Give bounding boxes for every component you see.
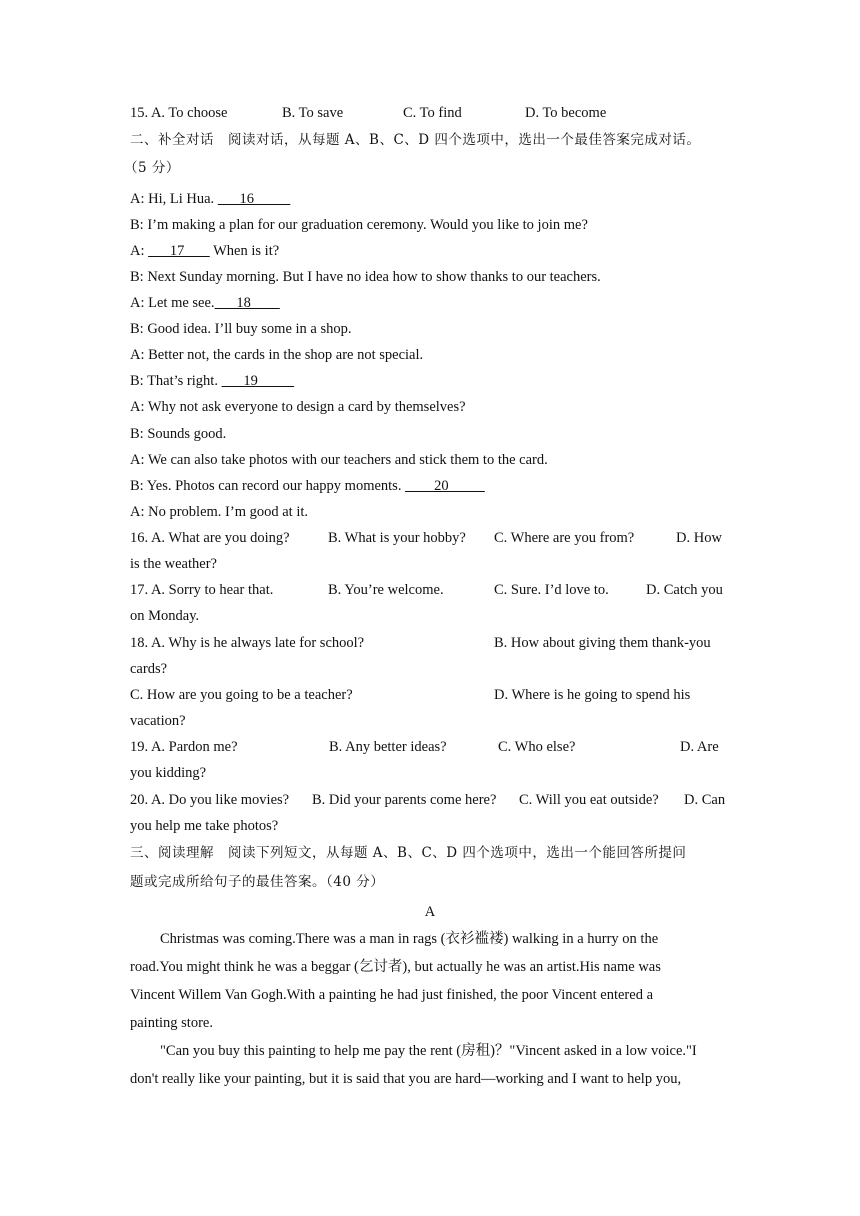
q20-option-d-cont: you help me take photos? bbox=[130, 818, 279, 834]
dialogue-line-7: A: Better not, the cards in the shop are not special. bbox=[130, 347, 424, 363]
dialogue-text: A: Let me see. bbox=[130, 295, 215, 311]
q17-option-c: C. Sure. I’d love to. bbox=[494, 582, 609, 598]
section2-score: （5 分） bbox=[124, 160, 180, 176]
q16-option-a: 16. A. What are you doing? bbox=[130, 530, 290, 546]
blank-17: 17 bbox=[148, 243, 210, 259]
q16-option-b: B. What is your hobby? bbox=[328, 530, 466, 546]
q18-option-d-cont: vacation? bbox=[130, 713, 186, 729]
passage-line: don't really like your painting, but it is said that you are hard—working and I want to help you, bbox=[130, 1071, 682, 1087]
dialogue-line-10: B: Sounds good. bbox=[130, 426, 227, 442]
dialogue-line-4: B: Next Sunday morning. But I have no idea how to show thanks to our teachers. bbox=[130, 269, 601, 285]
blank-20: 20 bbox=[405, 478, 485, 494]
q18-option-b-cont: cards? bbox=[130, 661, 168, 677]
blank-18: 18 bbox=[214, 295, 280, 311]
dialogue-line-6: B: Good idea. I’ll buy some in a shop. bbox=[130, 321, 352, 337]
q15-option-c: C. To find bbox=[403, 105, 462, 121]
q20-option-d: D. Can bbox=[684, 792, 726, 808]
passage-line: "Can you buy this painting to help me pay the rent (房租)？"Vincent asked in a low voice."I bbox=[160, 1043, 697, 1059]
passage-label: A bbox=[424, 904, 436, 920]
dialogue-line-1 bbox=[130, 190, 290, 208]
dialogue-line-9: A: Why not ask everyone to design a card by themselves? bbox=[130, 399, 466, 415]
section2-title: 二、补全对话 阅读对话，从每题 A、B、C、D 四个选项中，选出一个最佳答案完成对话。 bbox=[130, 132, 701, 148]
blank-19: 19 bbox=[221, 373, 295, 389]
q16-option-d: D. How bbox=[676, 530, 722, 546]
dialogue-line-8 bbox=[130, 372, 294, 390]
dialogue-line-3 bbox=[130, 242, 279, 260]
q18-option-b: B. How about giving them thank-you bbox=[494, 635, 711, 651]
dialogue-line-11: A: We can also take photos with our teachers and stick them to the card. bbox=[130, 452, 548, 468]
dialogue-text: B: Yes. Photos can record our happy moments. bbox=[130, 478, 402, 494]
dialogue-text: When is it? bbox=[213, 243, 280, 259]
q20-option-c: C. Will you eat outside? bbox=[519, 792, 659, 808]
q20-option-b: B. Did your parents come here? bbox=[312, 792, 497, 808]
q19-option-c: C. Who else? bbox=[498, 739, 576, 755]
dialogue-text: A: Hi, Li Hua. bbox=[130, 191, 215, 207]
q17-option-d: D. Catch you bbox=[646, 582, 723, 598]
q18-option-a: 18. A. Why is he always late for school? bbox=[130, 635, 365, 651]
passage-line: Vincent Willem Van Gogh.With a painting he had just finished, the poor Vincent entered a bbox=[130, 987, 653, 1003]
q17-option-d-cont: on Monday. bbox=[130, 608, 200, 624]
passage-line: painting store. bbox=[130, 1015, 213, 1031]
q18-option-d: D. Where is he going to spend his bbox=[494, 687, 691, 703]
q19-option-d: D. Are bbox=[680, 739, 719, 755]
q20-option-a: 20. A. Do you like movies? bbox=[130, 792, 290, 808]
q17-option-a: 17. A. Sorry to hear that. bbox=[130, 582, 274, 598]
q15-option-b: B. To save bbox=[282, 105, 344, 121]
q16-option-d-cont: is the weather? bbox=[130, 556, 217, 572]
dialogue-text: A: bbox=[130, 243, 149, 259]
blank-16: 16 bbox=[217, 191, 291, 207]
q19-option-b: B. Any better ideas? bbox=[329, 739, 447, 755]
q15-option-a: 15. A. To choose bbox=[130, 105, 228, 121]
q18-option-c: C. How are you going to be a teacher? bbox=[130, 687, 353, 703]
dialogue-line-13: A: No problem. I’m good at it. bbox=[130, 504, 309, 520]
section3-title: 三、阅读理解 阅读下列短文，从每题 A、B、C、D 四个选项中，选出一个能回答所提问 bbox=[130, 845, 687, 861]
q17-option-b: B. You’re welcome. bbox=[328, 582, 444, 598]
dialogue-text: B: That’s right. bbox=[130, 373, 218, 389]
q19-option-d-cont: you kidding? bbox=[130, 765, 207, 781]
q16-option-c: C. Where are you from? bbox=[494, 530, 635, 546]
section3-title-cont: 题或完成所给句子的最佳答案。（40 分） bbox=[130, 874, 385, 890]
passage-line: Christmas was coming.There was a man in rags (衣衫褴褛) walking in a hurry on the bbox=[160, 931, 659, 947]
passage-line: road.You might think he was a beggar (乞讨者), but actually he was an artist.His name was bbox=[130, 959, 661, 975]
dialogue-line-5 bbox=[130, 294, 280, 312]
dialogue-line-2: B: I’m making a plan for our graduation ceremony. Would you like to join me? bbox=[130, 217, 588, 233]
q15-option-d: D. To become bbox=[525, 105, 607, 121]
q19-option-a: 19. A. Pardon me? bbox=[130, 739, 238, 755]
dialogue-line-12 bbox=[130, 477, 485, 495]
